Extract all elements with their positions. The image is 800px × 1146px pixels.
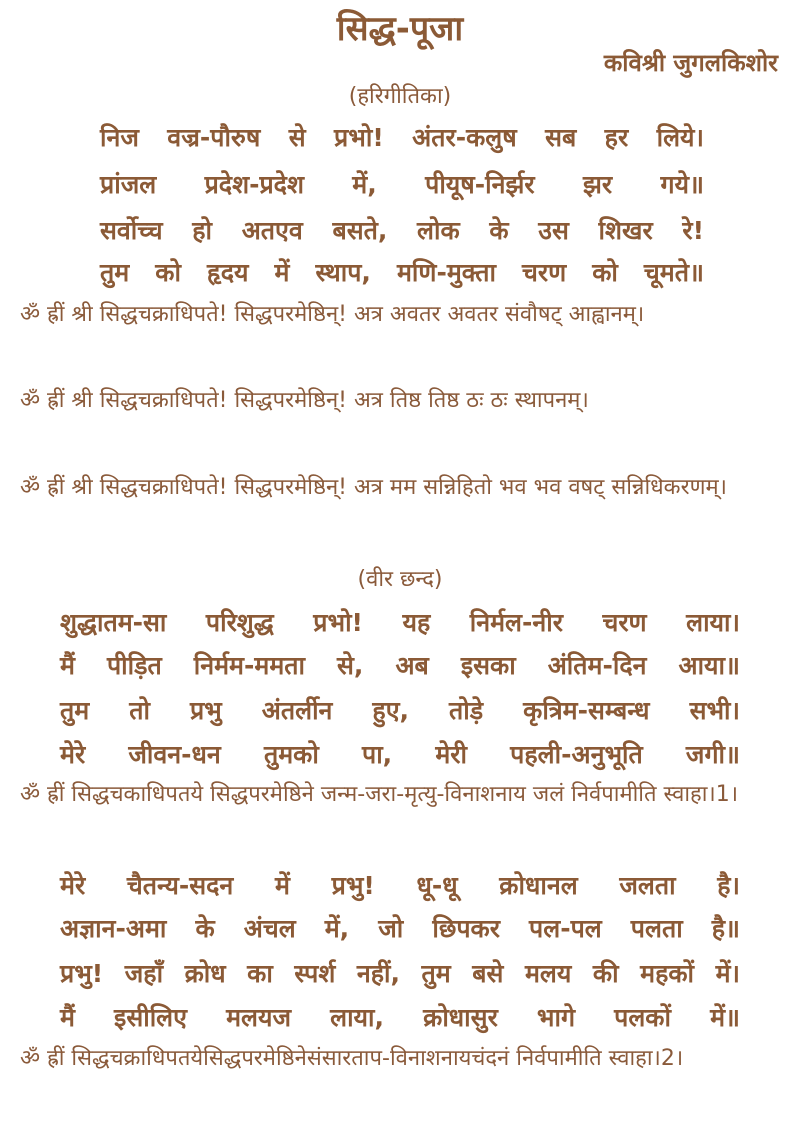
- verse-line: मेरे जीवन-धन तुमको पा, मेरी पहली-अनुभूति जगी॥: [60, 740, 740, 769]
- meter-label: (हरिगीतिका): [348, 84, 452, 109]
- verse-line: अज्ञान-अमा के अंचल में, जो छिपकर पल-पल पलता है॥: [60, 914, 740, 943]
- verse-line: मैं पीड़ित निर्मम-ममता से, अब इसका अंतिम-दिन आया॥: [60, 651, 740, 680]
- mantra-sthapana: ॐ ह्रीं श्री सिद्धचक्राधिपते! सिद्धपरमेष्ठिन्! अत्र तिष्ठ तिष्ठ ठः ठः स्थापनम्।: [20, 388, 589, 413]
- mantra-chandan: ॐ ह्रीं सिद्धचक्राधिपतयेसिद्धपरमेष्ठिनेसंसारताप-विनाशनायचंदनं निर्वपामीति स्वाहा।2।: [20, 1046, 684, 1071]
- verse-line: निज वज्र-पौरुष से प्रभो! अंतर-कलुष सब हर लिये।: [100, 123, 704, 152]
- mantra-sannidhikaran: ॐ ह्रीं श्री सिद्धचक्राधिपते! सिद्धपरमेष्ठिन्! अत्र मम सन्निहितो भव भव वषट् सन्निधिकरणम्।: [20, 475, 727, 500]
- meter-label: (वीर छन्द): [357, 567, 443, 592]
- verse-line: मेरे चैतन्य-सदन में प्रभु! धू-धू क्रोधानल जलता है।: [60, 871, 740, 900]
- mantra-avahanan: ॐ ह्रीं श्री सिद्धचक्राधिपते! सिद्धपरमेष्ठिन्! अत्र अवतर अवतर संवौषट् आह्वानम्।: [20, 302, 645, 327]
- page-title: सिद्ध-पूजा: [336, 9, 464, 49]
- verse-line: सर्वोच्च हो अतएव बसते, लोक के उस शिखर रे!: [100, 216, 704, 245]
- verse-line: प्रांजल प्रदेश-प्रदेश में, पीयूष-निर्झर झर गये॥: [100, 170, 704, 199]
- verse-line: शुद्धातम-सा परिशुद्ध प्रभो! यह निर्मल-नीर चरण लाया।: [60, 608, 740, 637]
- verse-line: प्रभु! जहाँ क्रोध का स्पर्श नहीं, तुम बसे मलय की महकों में।: [60, 959, 740, 988]
- author-line: कविश्री जुगलकिशोर: [603, 49, 778, 77]
- mantra-jal: ॐ ह्रीं सिद्धचकाधिपतये सिद्धपरमेष्ठिने जन्म-जरा-मृत्यु-विनाशनाय जलं निर्वपामीति स्वाहा।1।: [20, 782, 739, 807]
- verse-line: तुम तो प्रभु अंतर्लीन हुए, तोड़े कृत्रिम-सम्बन्ध सभी।: [60, 696, 740, 725]
- verse-line: मैं इसीलिए मलयज लाया, क्रोधासुर भागे पलकों में॥: [60, 1003, 740, 1032]
- verse-line: तुम को हृदय में स्थाप, मणि-मुक्ता चरण को चूमते॥: [100, 258, 704, 287]
